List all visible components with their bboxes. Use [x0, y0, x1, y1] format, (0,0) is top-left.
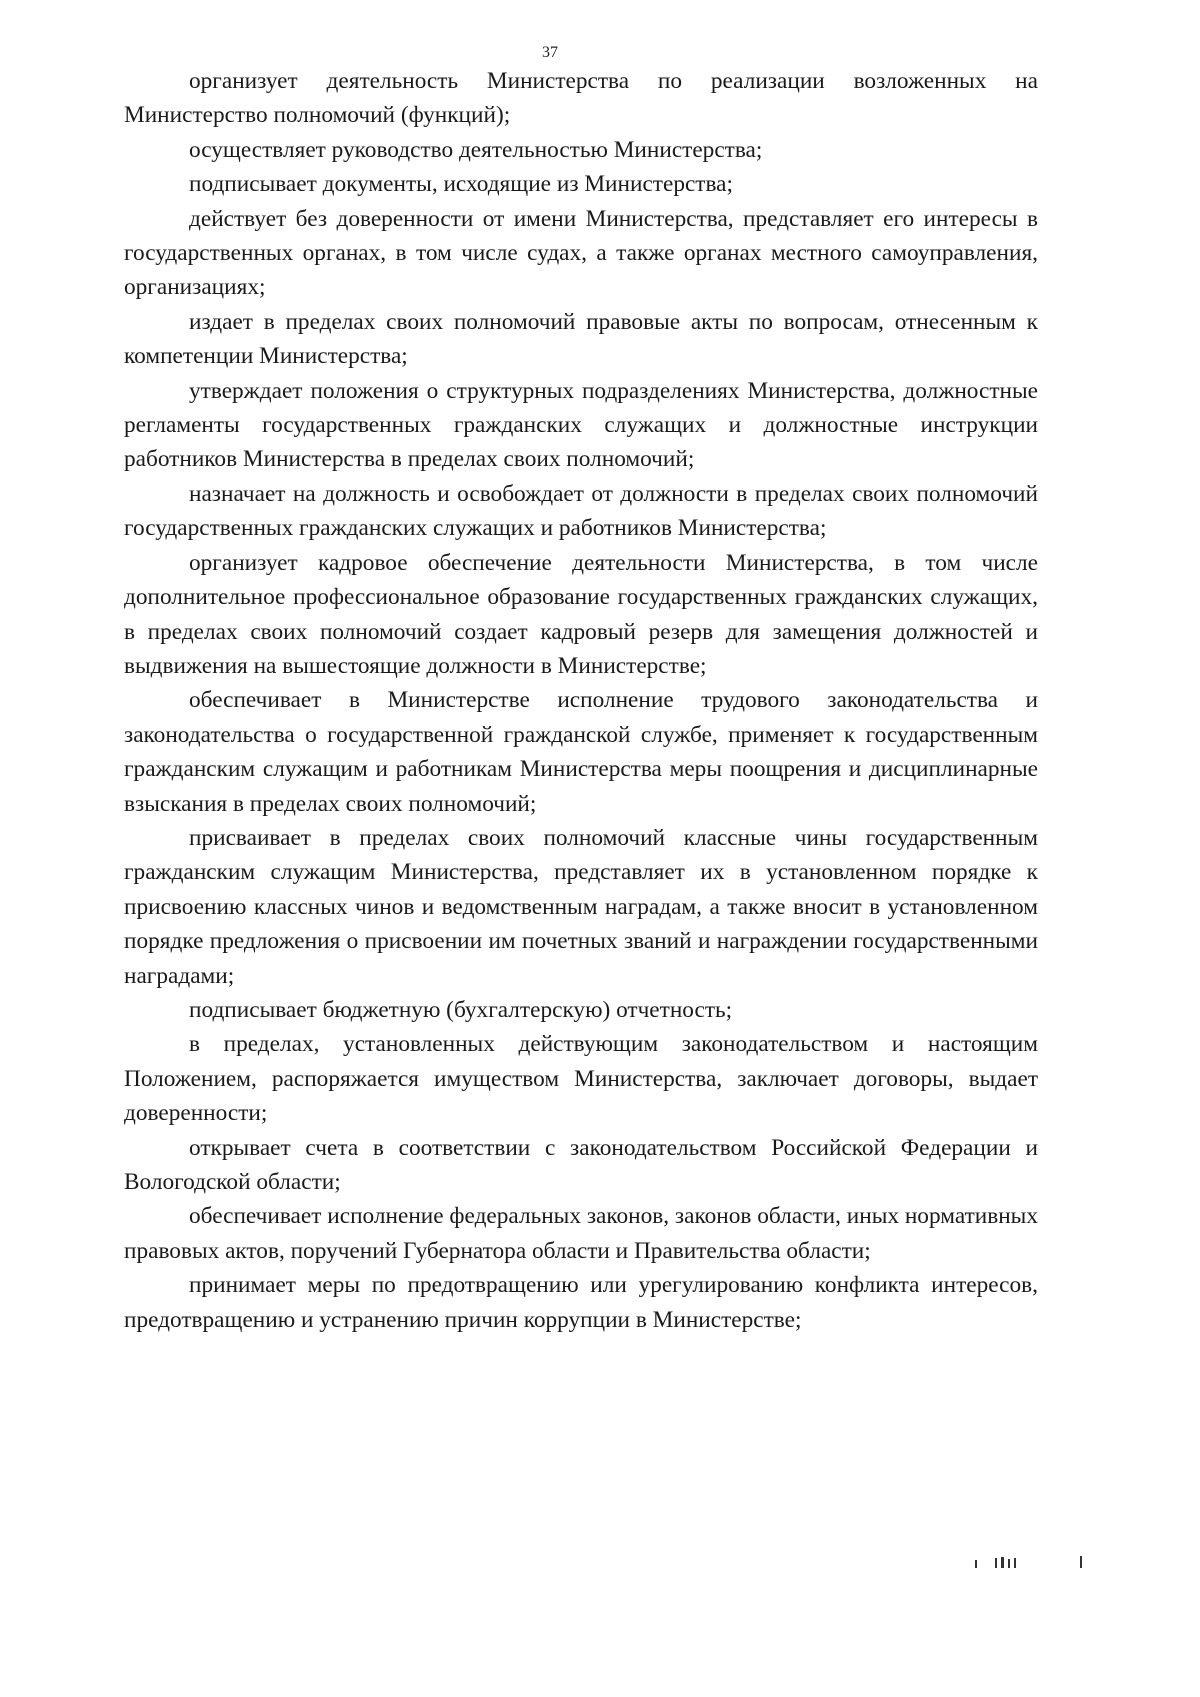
scan-artifact [1080, 1556, 1082, 1568]
paragraph: обеспечивает исполнение федеральных законов, законов области, иных нормативных правовых актов, поручений Губернатора области и Правительства области; [124, 1203, 1038, 1264]
page-number: 37 [542, 44, 558, 61]
scan-artifact [1014, 1558, 1016, 1568]
paragraph: присваивает в пределах своих полномочий классные чины государственным гражданским служащим Министерства, представляет их в установленном порядке к присвоению классных чинов и ведомственным наградам, а также вносит в установленном порядке предложения о присвоении им почетных званий и награждении государственными наградами; [124, 824, 1038, 989]
paragraph: действует без доверенности от имени Министерства, представляет его интересы в государственных органах, в том числе судах, а также органах местного самоуправления, организациях; [124, 205, 1038, 301]
scan-artifact [975, 1560, 977, 1568]
paragraph: обеспечивает в Министерстве исполнение трудового законодательства и законодательства о государственной гражданской службе, применяет к государственным гражданским служащим и работникам Министерства меры поощрения и дисциплинарные взыскания в пределах своих полномочий; [124, 687, 1038, 817]
scan-artifact [1008, 1559, 1010, 1568]
paragraph: осуществляет руководство деятельностью Министерства; [189, 136, 763, 163]
paragraph: утверждает положения о структурных подразделениях Министерства, должностные регламенты государственных гражданских служащих и должностные инструкции работников Министерства в пределах своих полномочий; [124, 377, 1038, 473]
paragraph: открывает счета в соответствии с законодательством Российской Федерации и Вологодской области; [124, 1134, 1038, 1195]
paragraph: подписывает бюджетную (бухгалтерскую) отчетность; [189, 996, 733, 1023]
scan-artifact [1001, 1557, 1004, 1568]
paragraph: организует кадровое обеспечение деятельности Министерства, в том числе дополнительное профессиональное образование государственных гражданских служащих, в пределах своих полномочий создает кадровый резерв для замещения должностей и выдвижения на вышестоящие должности в Министерстве; [124, 549, 1038, 679]
paragraph: в пределах, установленных действующим законодательством и настоящим Положением, распоряжается имуществом Министерства, заключает договоры, выдает доверенности; [124, 1031, 1038, 1127]
paragraph: назначает на должность и освобождает от должности в пределах своих полномочий государственных гражданских служащих и работников Министерства; [124, 480, 1038, 542]
paragraph: издает в пределах своих полномочий правовые акты по вопросам, отнесенным к компетенции Министерства; [124, 308, 1038, 370]
paragraph: подписывает документы, исходящие из Министерства; [189, 171, 733, 198]
paragraph: организует деятельность Министерства по реализации возложенных на Министерство полномочий (функций); [124, 68, 1038, 129]
scan-artifact [995, 1558, 997, 1568]
document-body [124, 64, 1038, 1337]
paragraph: принимает меры по предотвращению или урегулированию конфликта интересов, предотвращению и устранению причин коррупции в Министерстве; [124, 1272, 1038, 1333]
